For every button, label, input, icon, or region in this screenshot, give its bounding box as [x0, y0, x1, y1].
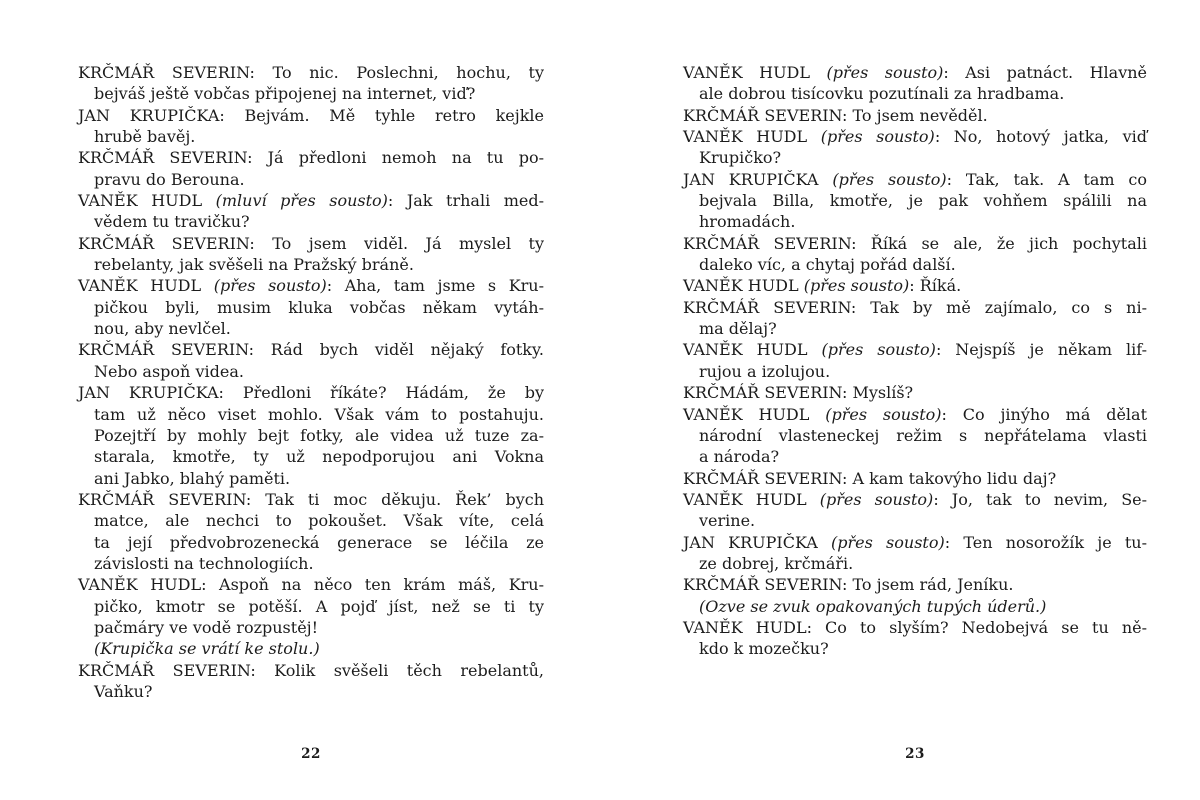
dialogue-text: vědem tu travičku? — [94, 212, 250, 232]
script-line — [683, 446, 1147, 467]
script-line — [78, 425, 544, 446]
script-line — [78, 681, 544, 702]
dialogue-text: a národa? — [699, 447, 780, 467]
script-line — [78, 617, 544, 638]
script-line — [78, 404, 544, 425]
page-number-right: 23 — [905, 746, 925, 762]
dialogue-text: JAN KRUPIČKA: Bejvám. Mě tyhle retro kejkle — [78, 105, 544, 125]
script-line — [683, 83, 1147, 104]
dialogue-text: pičko, kmotr se potěší. A pojď jíst, než se ti ty — [94, 596, 544, 616]
script-line — [683, 532, 1147, 553]
dialogue-text: KRČMÁŘ SEVERIN: Já předloni nemoh na tu po- — [78, 148, 544, 168]
script-line — [683, 105, 1147, 126]
dialogue-text: hrubě bavěj. — [94, 127, 196, 147]
dialogue-text: VANĚK HUDL — [78, 191, 216, 211]
dialogue-text: : Co jinýho má dělat — [941, 404, 1147, 424]
script-line — [78, 105, 544, 126]
dialogue-text: JAN KRUPIČKA: Předloni říkáte? Hádám, že by — [78, 383, 544, 403]
script-line — [683, 297, 1147, 318]
script-line — [683, 596, 1147, 617]
dialogue-text: VANĚK HUDL — [683, 63, 827, 82]
script-line — [78, 233, 544, 254]
script-line — [78, 83, 544, 104]
stage-direction: (přes sousto) — [820, 127, 935, 147]
dialogue-text: VANĚK HUDL — [683, 340, 822, 360]
script-line — [78, 254, 544, 275]
script-line — [78, 660, 544, 681]
dialogue-text: VANĚK HUDL — [78, 276, 214, 296]
dialogue-text: ma dělaj? — [699, 319, 777, 339]
stage-direction: (přes sousto) — [821, 340, 936, 360]
dialogue-text: KRČMÁŘ SEVERIN: To jsem rád, Jeníku. — [683, 575, 1014, 595]
dialogue-text: ta její předvobrozenecká generace se léčila ze — [94, 532, 544, 552]
stage-direction: (Krupička se vrátí ke stolu.) — [94, 639, 320, 659]
script-line — [78, 62, 544, 83]
dialogue-text: hromadách. — [699, 212, 796, 232]
dialogue-text: rebelanty, jak svěšeli na Pražský bráně. — [94, 255, 414, 275]
script-line — [683, 169, 1147, 190]
script-line — [78, 468, 544, 489]
dialogue-text: VANĚK HUDL — [683, 276, 804, 296]
dialogue-text: daleko víc, a chytaj pořád další. — [699, 255, 956, 275]
dialogue-text: KRČMÁŘ SEVERIN: Říká se ale, že jich pochytali — [683, 233, 1147, 253]
dialogue-text: VANĚK HUDL: Co to slyším? Nedobejvá se tu ně- — [683, 617, 1147, 637]
script-line — [78, 126, 544, 147]
script-line — [683, 382, 1147, 403]
dialogue-text: : Ten nosorožík je tu- — [944, 532, 1148, 552]
dialogue-text: JAN KRUPIČKA — [683, 532, 832, 552]
script-line — [683, 574, 1147, 595]
dialogue-text: KRČMÁŘ SEVERIN: To nic. Poslechni, hochu, ty — [78, 63, 544, 82]
dialogue-text: KRČMÁŘ SEVERIN: Tak ti moc děkuju. Řek’ bych — [78, 489, 544, 509]
dialogue-text: kdo k mozečku? — [699, 639, 829, 659]
stage-direction: (Ozve se zvuk opakovaných tupých úderů.) — [699, 596, 1047, 616]
dialogue-text: : Tak, tak. A tam co — [946, 169, 1148, 189]
script-line — [683, 211, 1147, 232]
dialogue-text: tam už něco viset mohlo. Však vám to postahuju. — [94, 404, 544, 424]
script-line — [78, 638, 544, 659]
dialogue-text: : No, hotový jatka, viď — [934, 127, 1148, 147]
script-line — [78, 211, 544, 232]
stage-direction: (přes sousto) — [826, 63, 944, 82]
script-line — [683, 233, 1147, 254]
dialogue-text: Nebo aspoň videa. — [94, 361, 244, 381]
script-line — [78, 382, 544, 403]
stage-direction: (přes sousto) — [825, 404, 942, 424]
dialogue-text: KRČMÁŘ SEVERIN: Rád bych viděl nějaký fotky. — [78, 340, 544, 360]
dialogue-text: : Jak trhali med- — [387, 191, 545, 211]
dialogue-text: Pozejtří by mohly bejt fotky, ale videa už tuze za- — [94, 425, 544, 445]
script-line — [683, 617, 1147, 638]
script-line — [683, 318, 1147, 339]
dialogue-text: VANĚK HUDL — [683, 127, 821, 147]
stage-direction: (přes sousto) — [803, 276, 910, 296]
dialogue-text: VANĚK HUDL — [683, 404, 826, 424]
dialogue-text: VANĚK HUDL: Aspoň na něco ten krám máš, Kru- — [78, 575, 544, 595]
dialogue-text: pičkou byli, musim kluka vobčas někam vytáh- — [94, 297, 544, 317]
dialogue-text: verine. — [699, 511, 756, 531]
script-line — [683, 553, 1147, 574]
stage-direction: (mluví přes sousto) — [215, 191, 388, 211]
script-line — [683, 638, 1147, 659]
script-line — [78, 275, 544, 296]
script-line — [78, 553, 544, 574]
page-right-text-block — [683, 62, 1147, 660]
script-line — [78, 190, 544, 211]
script-line — [78, 297, 544, 318]
script-line — [78, 446, 544, 467]
dialogue-text: Vaňku? — [94, 681, 153, 701]
script-line — [683, 361, 1147, 382]
dialogue-text: : Jo, tak to nevim, Se- — [933, 489, 1148, 509]
script-line — [78, 361, 544, 382]
dialogue-text: Krupičko? — [699, 148, 782, 168]
dialogue-text: KRČMÁŘ SEVERIN: Myslíš? — [683, 383, 914, 403]
stage-direction: (přes sousto) — [832, 169, 947, 189]
script-line — [78, 489, 544, 510]
dialogue-text: : Asi patnáct. Hlavně — [943, 63, 1148, 82]
script-line — [78, 318, 544, 339]
script-line — [78, 510, 544, 531]
script-line — [683, 404, 1147, 425]
stage-direction: (přes sousto) — [819, 489, 934, 509]
dialogue-text: pačmáry ve vodě rozpustěj! — [94, 617, 319, 637]
dialogue-text: rujou a izolujou. — [699, 361, 831, 381]
script-line — [683, 62, 1147, 83]
script-line — [683, 126, 1147, 147]
script-line — [683, 147, 1147, 168]
dialogue-text: VANĚK HUDL — [683, 489, 820, 509]
page-left-text-block — [78, 62, 544, 702]
script-line — [683, 190, 1147, 211]
dialogue-text: ani Jabko, blahý paměti. — [94, 468, 291, 488]
dialogue-text: starala, kmotře, ty už nepodporujou ani Vokna — [94, 447, 544, 467]
dialogue-text: KRČMÁŘ SEVERIN: Kolik svěšeli těch rebelantů, — [78, 660, 544, 680]
dialogue-text: : Nejspíš je někam lif- — [935, 340, 1148, 360]
dialogue-text: KRČMÁŘ SEVERIN: To jsem nevěděl. — [683, 105, 988, 125]
script-line — [78, 169, 544, 190]
script-line — [683, 468, 1147, 489]
dialogue-text: ale dobrou tisícovku pozutínali za hradbama. — [699, 84, 1065, 104]
dialogue-text: závislosti na technologiích. — [94, 553, 314, 573]
script-line — [683, 425, 1147, 446]
dialogue-text: : Říká. — [909, 276, 962, 296]
page-number-left: 22 — [301, 746, 321, 762]
dialogue-text: KRČMÁŘ SEVERIN: A kam takovýho lidu daj? — [683, 468, 1057, 488]
dialogue-text: bejvala Billa, kmotře, je pak vohňem spálili na — [699, 191, 1147, 211]
dialogue-text: bejváš ještě vobčas připojenej na internet, viď? — [94, 84, 476, 104]
script-line — [78, 147, 544, 168]
dialogue-text: KRČMÁŘ SEVERIN: Tak by mě zajímalo, co s ni- — [683, 297, 1147, 317]
dialogue-text: : Aha, tam jsme s Kru- — [326, 276, 545, 296]
dialogue-text: nou, aby nevlčel. — [94, 319, 231, 339]
script-line — [683, 275, 1147, 296]
script-line — [78, 532, 544, 553]
dialogue-text: KRČMÁŘ SEVERIN: To jsem viděl. Já myslel ty — [78, 233, 544, 253]
script-line — [683, 339, 1147, 360]
dialogue-text: pravu do Berouna. — [94, 169, 245, 189]
dialogue-text: ze dobrej, krčmáři. — [699, 553, 854, 573]
script-line — [78, 596, 544, 617]
script-line — [78, 339, 544, 360]
script-line — [78, 574, 544, 595]
dialogue-text: národní vlasteneckej režim s nepřátelama vlasti — [699, 425, 1147, 445]
script-line — [683, 510, 1147, 531]
dialogue-text: JAN KRUPIČKA — [683, 169, 833, 189]
script-line — [683, 489, 1147, 510]
script-line — [683, 254, 1147, 275]
stage-direction: (přes sousto) — [213, 276, 327, 296]
stage-direction: (přes sousto) — [831, 532, 945, 552]
dialogue-text: matce, ale nechci to pokoušet. Však víte, celá — [94, 511, 544, 531]
